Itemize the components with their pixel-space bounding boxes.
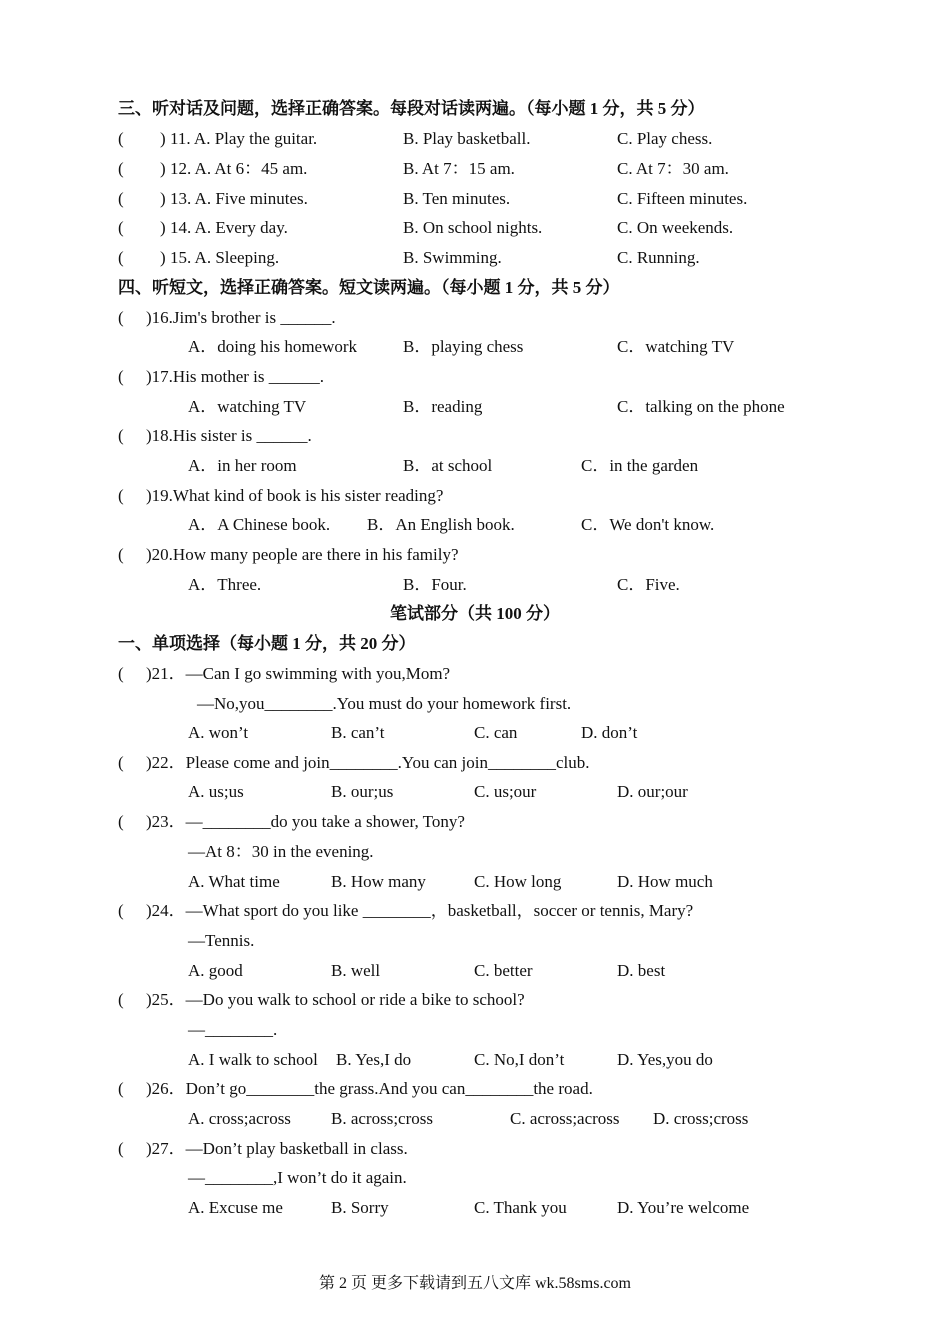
option-d: D. don’t [581, 723, 638, 742]
question-stem: )22．Please come and join________.You can join________club. [146, 753, 590, 772]
option-b: B．reading [403, 397, 483, 416]
option-a: A. good [188, 961, 243, 980]
question-27-options [0, 1196, 950, 1220]
question-16 [0, 306, 950, 330]
question-21-options [0, 721, 950, 745]
option-c: C. No,I don’t [474, 1050, 565, 1069]
option-d: D. How much [617, 872, 713, 891]
option-b: B. Ten minutes. [403, 189, 511, 208]
option-c: C. On weekends. [617, 218, 734, 237]
option-a: A. I walk to school [188, 1050, 318, 1069]
question-12 [0, 157, 950, 181]
option-c: C．Five. [617, 575, 680, 594]
option-b: B. Sorry [331, 1198, 389, 1217]
option-a: A．Three. [188, 575, 262, 594]
answer-bracket-open[interactable]: ( [118, 159, 124, 178]
question-17-options [0, 395, 950, 419]
question-stem: )19.What kind of book is his sister reading? [146, 486, 444, 505]
question-stem: )21．—Can I go swimming with you,Mom? [146, 664, 451, 683]
answer-bracket-open[interactable]: ( [118, 129, 124, 148]
question-24-options [0, 959, 950, 983]
option-b: B. Swimming. [403, 248, 502, 267]
question-18 [0, 424, 950, 448]
answer-bracket-close: ) [160, 159, 166, 178]
option-a: A．A Chinese book. [188, 515, 331, 534]
question-18-options [0, 454, 950, 478]
option-b: B. can’t [331, 723, 385, 742]
section4-heading: 四、听短文，选择正确答案。短文读两遍。（每小题 1 分，共 5 分） [118, 278, 620, 297]
question-27-response: —________,I won’t do it again. [188, 1168, 407, 1187]
option-b: B. At 7：15 am. [403, 159, 515, 178]
option-b: B. across;cross [331, 1109, 433, 1128]
option-a: 12. A. At 6：45 am. [170, 159, 308, 178]
answer-bracket-open[interactable]: ( [118, 753, 124, 772]
answer-bracket-open[interactable]: ( [118, 426, 124, 445]
answer-bracket-open[interactable]: ( [118, 664, 124, 683]
option-b: B. How many [331, 872, 426, 891]
question-25-options [0, 1048, 950, 1072]
answer-bracket-open[interactable]: ( [118, 308, 124, 327]
option-b: B．Four. [403, 575, 467, 594]
section1-heading: 一、单项选择（每小题 1 分，共 20 分） [118, 634, 416, 653]
question-stem: )18.His sister is ______. [146, 426, 312, 445]
question-21-response: —No,you________.You must do your homework first. [197, 694, 572, 713]
option-a: A. cross;across [188, 1109, 291, 1128]
option-d: D. Yes,you do [617, 1050, 713, 1069]
question-stem: )17.His mother is ______. [146, 367, 325, 386]
option-a: 14. A. Every day. [170, 218, 288, 237]
question-stem: )16.Jim's brother is ______. [146, 308, 336, 327]
question-26-options [0, 1107, 950, 1131]
question-20-options [0, 573, 950, 597]
question-17 [0, 365, 950, 389]
option-a: 13. A. Five minutes. [170, 189, 308, 208]
answer-bracket-close: ) [160, 218, 166, 237]
option-b: B．playing chess [403, 337, 524, 356]
answer-bracket-open[interactable]: ( [118, 812, 124, 831]
option-a: 11. A. Play the guitar. [170, 129, 318, 148]
question-25-response: —________. [188, 1020, 278, 1039]
question-19 [0, 484, 950, 508]
answer-bracket-open[interactable]: ( [118, 248, 124, 267]
page-footer: 第 2 页 更多下载请到五八文库 wk.58sms.com [318, 1275, 631, 1292]
answer-bracket-open[interactable]: ( [118, 990, 124, 1009]
option-a: 15. A. Sleeping. [170, 248, 280, 267]
question-25 [0, 988, 950, 1012]
question-16-options [0, 335, 950, 359]
question-stem: )20.How many people are there in his family? [146, 545, 459, 564]
question-26 [0, 1077, 950, 1101]
question-15 [0, 246, 950, 270]
question-stem: )24．—What sport do you like ________，basketball，soccer or tennis, Mary? [146, 901, 694, 920]
answer-bracket-close: ) [160, 248, 166, 267]
option-b: B. our;us [331, 782, 394, 801]
option-c: C. better [474, 961, 533, 980]
answer-bracket-open[interactable]: ( [118, 367, 124, 386]
question-11 [0, 127, 950, 151]
option-b: B. well [331, 961, 381, 980]
answer-bracket-open[interactable]: ( [118, 545, 124, 564]
question-23-options [0, 870, 950, 894]
option-b: B. On school nights. [403, 218, 543, 237]
question-22-options [0, 780, 950, 804]
option-d: D. cross;cross [653, 1109, 749, 1128]
answer-bracket-open[interactable]: ( [118, 218, 124, 237]
option-c: C. Thank you [474, 1198, 567, 1217]
option-c: C. At 7：30 am. [617, 159, 729, 178]
question-23-response: —At 8：30 in the evening. [188, 842, 374, 861]
answer-bracket-close: ) [160, 189, 166, 208]
option-b: B. Yes,I do [336, 1050, 412, 1069]
question-23 [0, 810, 950, 834]
question-27 [0, 1137, 950, 1161]
option-c: C. How long [474, 872, 562, 891]
question-13 [0, 187, 950, 211]
option-c: C. across;across [510, 1109, 620, 1128]
option-b: B．An English book. [367, 515, 515, 534]
question-stem: )27．—Don’t play basketball in class. [146, 1139, 408, 1158]
option-a: A. us;us [188, 782, 244, 801]
option-a: A. Excuse me [188, 1198, 283, 1217]
answer-bracket-open[interactable]: ( [118, 1139, 124, 1158]
question-21 [0, 662, 950, 686]
option-c: C．watching TV [617, 337, 735, 356]
option-d: D. best [617, 961, 666, 980]
question-24-response: —Tennis. [188, 931, 255, 950]
question-stem: )26．Don’t go________the grass.And you can________the road. [146, 1079, 593, 1098]
question-stem: )25．—Do you walk to school or ride a bike to school? [146, 990, 525, 1009]
option-a: A．watching TV [188, 397, 307, 416]
answer-bracket-open[interactable]: ( [118, 189, 124, 208]
option-c: C. Fifteen minutes. [617, 189, 748, 208]
answer-bracket-open[interactable]: ( [118, 486, 124, 505]
answer-bracket-open[interactable]: ( [118, 1079, 124, 1098]
option-c: C．We don't know. [581, 515, 715, 534]
written-part-title: 笔试部分（共 100 分） [390, 604, 560, 623]
option-a: A. What time [188, 872, 280, 891]
option-a: A．in her room [188, 456, 297, 475]
option-d: D. our;our [617, 782, 688, 801]
question-19-options [0, 513, 950, 537]
question-stem: )23．—________do you take a shower, Tony? [146, 812, 465, 831]
question-24 [0, 899, 950, 923]
answer-bracket-open[interactable]: ( [118, 901, 124, 920]
question-14 [0, 216, 950, 240]
option-c: C．talking on the phone [617, 397, 785, 416]
option-c: C. Running. [617, 248, 700, 267]
option-b: B. Play basketball. [403, 129, 531, 148]
option-d: D. You’re welcome [617, 1198, 750, 1217]
option-c: C. us;our [474, 782, 537, 801]
option-b: B．at school [403, 456, 493, 475]
option-c: C. Play chess. [617, 129, 713, 148]
question-22 [0, 751, 950, 775]
option-c: C．in the garden [581, 456, 699, 475]
section3-heading: 三、听对话及问题，选择正确答案。每段对话读两遍。（每小题 1 分，共 5 分） [118, 99, 705, 118]
option-a: A．doing his homework [188, 337, 358, 356]
answer-bracket-close: ) [160, 129, 166, 148]
option-c: C. can [474, 723, 518, 742]
option-a: A. won’t [188, 723, 249, 742]
question-20 [0, 543, 950, 567]
